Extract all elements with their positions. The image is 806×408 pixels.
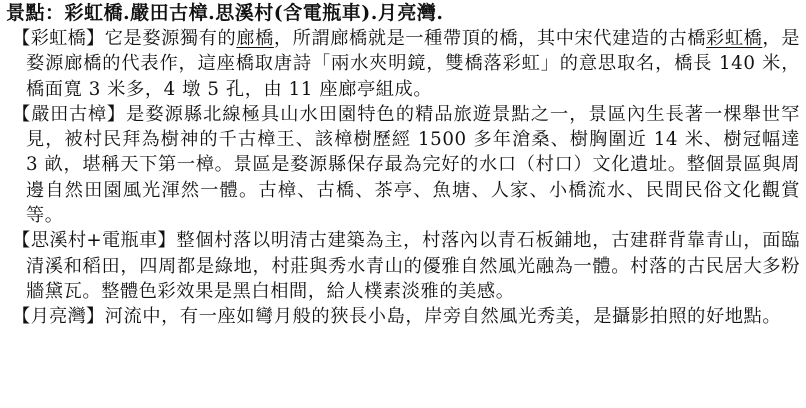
section-yantian-camphor: [6, 102, 800, 228]
close-bracket: 】: [157, 230, 177, 252]
section-tag-moon-bay: 月亮灣: [30, 306, 86, 328]
open-bracket: 【: [12, 28, 31, 49]
section-rainbow-bridge: [6, 26, 800, 102]
section-text: 河流中，有一座如彎月般的狹長小島，岸旁自然風光秀美，是攝影拍照的好地點。: [104, 306, 782, 328]
open-bracket: 【: [12, 103, 32, 125]
section-tag-sixi-village: 思溪村+電瓶車: [30, 230, 158, 252]
close-bracket: 】: [85, 306, 105, 328]
section-text-middle: ，所謂廊橋就是一種帶頂的橋，其中宋代建造的古橋: [273, 28, 707, 49]
section-text-lead: 它是婺源獨有的: [104, 28, 237, 49]
section-tag-rainbow-bridge: 彩虹橋: [30, 28, 86, 49]
close-bracket: 】: [106, 103, 127, 125]
open-bracket: 【: [12, 306, 31, 328]
rainbow-bridge-link[interactable]: 彩虹橋: [706, 28, 763, 49]
section-moon-bay: [6, 304, 800, 329]
covered-bridge-link[interactable]: 廊橋: [236, 28, 274, 49]
section-tag-yantian-camphor: 嚴田古樟: [31, 103, 107, 125]
section-sixi-village: [6, 228, 800, 304]
section-text: 是婺源縣北線極具山水田園特色的精品旅遊景點之一，景區內生長著一棵舉世罕見，被村民拜為樹神的千古樟王、該樟樹歷經 1500 多年滄桑、樹胸圍近 14 米、樹冠幅達 3 畝，堪稱天下第一樟。景區是婺源縣保存最為完好的水口（村口）文化遺址。整個景區與周邊自然田園風光渾然一體。古樟、古橋、茶亭、魚塘、人家、小橋流水、民間民俗文化觀賞等。: [26, 103, 800, 227]
close-bracket: 】: [85, 28, 105, 49]
page-title: 景點：彩虹橋.嚴田古樟.思溪村(含電瓶車).月亮灣.: [6, 2, 444, 24]
open-bracket: 【: [12, 230, 31, 252]
section-text: 整個村落以明清古建築為主，村落內以青石板鋪地，古建群背靠青山，面臨清溪和稻田，四周都是綠地，村莊與秀水青山的優雅自然風光融為一體。村落的古民居大多粉牆黛瓦。整體色彩效果是黑白相間，給人樸素淡雅的美感。: [26, 230, 800, 302]
section-text-rest: ，是婺源廊橋的代表作，這座橋取唐詩「兩水夾明鏡，雙橋落彩虹」的意思取名，橋長 140 米，橋面寬 3 米多，4 墩 5 孔，由 11 座廊亭組成。: [26, 28, 800, 100]
